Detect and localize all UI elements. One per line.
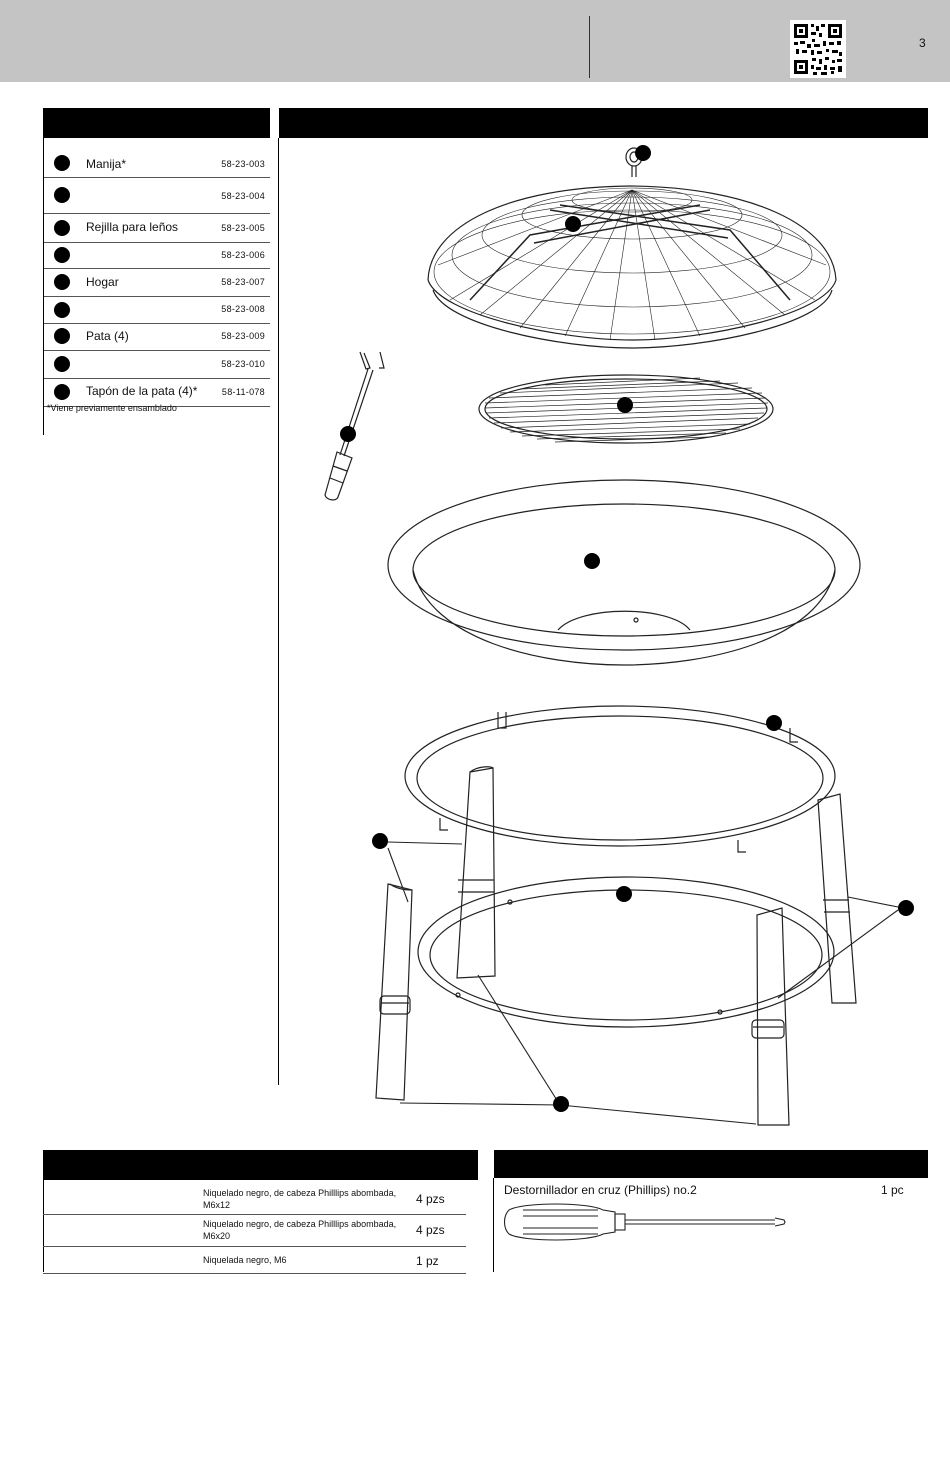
- page-header: [0, 0, 950, 82]
- part-number: 58-11-078: [221, 387, 265, 397]
- hardware-row: [43, 1215, 466, 1247]
- part-marker: [54, 155, 70, 171]
- part-name: Manija*: [86, 157, 127, 171]
- screwdriver-icon: [503, 1200, 793, 1244]
- part-marker: [54, 220, 70, 236]
- part-row: [44, 269, 270, 297]
- tools-left-border: [493, 1178, 494, 1272]
- part-number: 58-23-003: [221, 159, 265, 169]
- tool-name: Destornillador en cruz (Phillips) no.2: [504, 1183, 697, 1197]
- part-row: [44, 324, 270, 351]
- leg: [752, 908, 789, 1125]
- leg: [818, 794, 856, 1003]
- part-row: [44, 148, 270, 178]
- part-marker: [54, 302, 70, 318]
- qr-code-icon: [790, 20, 846, 78]
- part-number: 58-23-005: [221, 223, 265, 233]
- part-name: Hogar: [86, 275, 119, 289]
- exploded-diagram-header: [279, 108, 928, 138]
- hardware-description: Niquelado negro, de cabeza Philllips abombada, M6x20: [203, 1219, 397, 1241]
- leader-lines: [388, 842, 898, 1124]
- lower-ring: [418, 877, 834, 1027]
- hardware-row: [43, 1247, 466, 1274]
- part-marker: [54, 247, 70, 263]
- part-number: 58-23-004: [221, 191, 265, 201]
- upper-ring: [405, 706, 835, 852]
- parts-footnote: *Viene previamente ensamblado: [47, 403, 177, 413]
- page-number: 3: [919, 36, 926, 50]
- leg: [457, 767, 495, 978]
- spark-screen-lid: [428, 186, 836, 348]
- part-row: [44, 297, 270, 324]
- hardware-list-header: [43, 1150, 478, 1180]
- part-row: [44, 351, 270, 379]
- part-number: 58-23-008: [221, 304, 265, 314]
- parts-list: [44, 148, 270, 407]
- part-number: 58-23-007: [221, 277, 265, 287]
- fire-bowl: [388, 480, 860, 665]
- part-row: [44, 178, 270, 214]
- hardware-table: [43, 1181, 466, 1274]
- hardware-quantity: 4 pzs: [416, 1192, 445, 1206]
- part-marker: [54, 384, 70, 400]
- part-marker: [54, 274, 70, 290]
- hardware-row: [43, 1181, 466, 1215]
- part-number: 58-23-010: [221, 359, 265, 369]
- fire-poker: [325, 352, 384, 500]
- part-name: Tapón de la pata (4)*: [86, 384, 198, 398]
- hardware-description: Niquelado negro, de cabeza Philllips abombada, M6x12: [203, 1188, 397, 1210]
- part-name: Pata (4): [86, 329, 129, 343]
- part-number: 58-23-006: [221, 250, 265, 260]
- lid-handle: [626, 148, 642, 177]
- leg: [376, 884, 412, 1100]
- part-name: Rejilla para leños: [86, 220, 179, 234]
- header-divider: [589, 16, 590, 78]
- part-row: [44, 214, 270, 243]
- tool-quantity: 1 pc: [881, 1183, 904, 1197]
- diagram-left-border: [278, 138, 279, 1085]
- part-marker: [54, 328, 70, 344]
- tools-list-header: [494, 1150, 928, 1178]
- hardware-quantity: 1 pz: [416, 1254, 439, 1268]
- callout-markers: [340, 145, 914, 1112]
- hardware-description: Niquelada negro, M6: [203, 1255, 287, 1265]
- part-marker: [54, 356, 70, 372]
- log-grate: [479, 375, 773, 443]
- part-number: 58-23-009: [221, 331, 265, 341]
- hardware-quantity: 4 pzs: [416, 1223, 445, 1237]
- part-marker: [54, 187, 70, 203]
- parts-list-header: [43, 108, 270, 138]
- part-row: [44, 243, 270, 269]
